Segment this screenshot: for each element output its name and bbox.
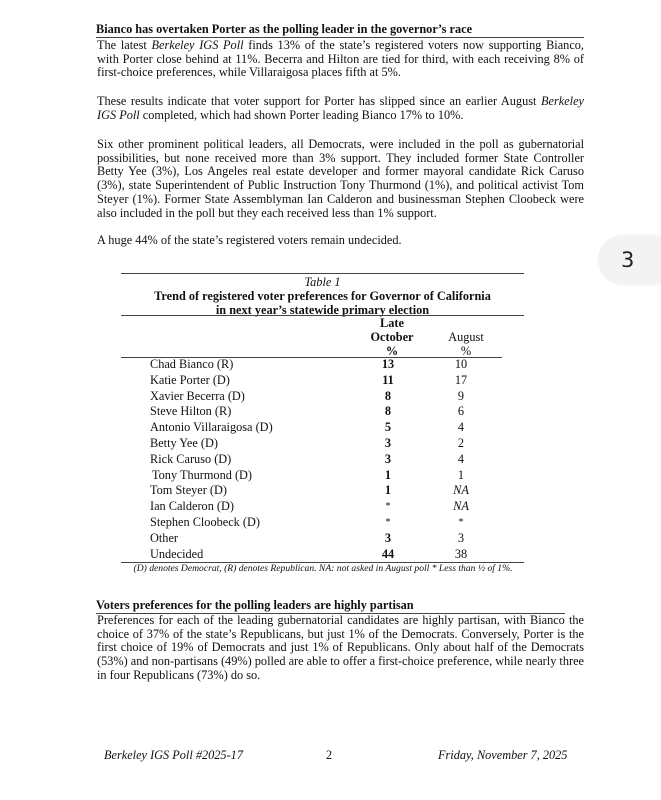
- table-row: [150, 515, 500, 531]
- candidate-name: Chad Bianco (R): [150, 357, 234, 371]
- october-value: 13: [381, 357, 395, 371]
- october-value: 3: [384, 451, 392, 466]
- column-header-august: [436, 330, 496, 358]
- page-indicator-number: 3: [621, 248, 635, 272]
- october-value: 3: [384, 436, 392, 450]
- august-value: 10: [454, 357, 468, 371]
- table-row: [150, 357, 500, 373]
- october-value: 11: [382, 372, 394, 387]
- footer-poll-id: Berkeley IGS Poll #2025-17: [104, 748, 243, 762]
- table-title-line2: in next year’s statewide primary election: [215, 303, 430, 317]
- table-top-rule: [121, 273, 524, 274]
- poll-name: Berkeley IGS Poll: [97, 94, 584, 122]
- text: finds 13% of the state’s registered voters now supporting Bianco, with Porter close behind at 11%. Becerra and Hilton are tied for third, with each receiving 8% of first-choice preferences, while Villaraigosa places fifth at 5%.: [97, 38, 584, 80]
- october-value: 5: [384, 420, 392, 435]
- candidate-name: Tom Steyer (D): [150, 483, 227, 498]
- october-value: *: [385, 501, 391, 513]
- header-line: August: [448, 330, 484, 344]
- column-header-late-october: [362, 316, 422, 358]
- candidate-name: Other: [150, 530, 178, 545]
- table-row: [150, 452, 500, 468]
- table-row: [150, 436, 500, 452]
- october-value: 44: [381, 546, 395, 561]
- august-value: 9: [457, 388, 465, 403]
- august-value: 4: [457, 420, 465, 435]
- october-value: 3: [384, 530, 392, 545]
- paragraph-undecided: A huge 44% of the state’s registered voters remain undecided.: [97, 233, 402, 247]
- table-row: [150, 420, 500, 436]
- heading-text: Voters preferences for the polling leaders are highly partisan: [96, 598, 414, 612]
- page-indicator-pill[interactable]: [598, 235, 661, 285]
- table-row: [150, 531, 500, 547]
- text: The latest: [97, 38, 152, 52]
- header-line: October: [370, 330, 414, 344]
- table-row: [150, 499, 500, 515]
- table-row: [150, 468, 500, 484]
- august-value: 4: [457, 451, 465, 466]
- august-value: 6: [457, 404, 465, 419]
- october-value: 1: [384, 483, 392, 498]
- august-value: NA: [453, 483, 469, 498]
- august-value: 1: [457, 467, 465, 482]
- october-value: *: [385, 517, 391, 528]
- table-title-line1: Trend of registered voter preferences for Governor of California: [154, 289, 491, 303]
- table-row: [150, 373, 500, 389]
- poll-name: Berkeley IGS Poll: [151, 38, 244, 52]
- table-footnote: (D) denotes Democrat, (R) denotes Republican. NA: not asked in August poll * Less than ½ of 1%.: [133, 563, 513, 574]
- august-value: NA: [453, 499, 469, 514]
- table-row: [150, 483, 500, 499]
- footer-date: Friday, November 7, 2025: [438, 748, 568, 762]
- august-value: *: [458, 517, 464, 528]
- table-title-rule: [121, 315, 524, 316]
- section-heading-partisan: [96, 598, 565, 614]
- header-line: Late: [380, 316, 404, 330]
- october-value: 8: [384, 388, 392, 403]
- section-heading-governor-race: [96, 22, 584, 38]
- heading-text: Bianco has overtaken Porter as the polling leader in the governor’s race: [96, 22, 473, 36]
- table-row: [150, 547, 500, 563]
- text: completed, which had shown Porter leading Bianco 17% to 10%.: [139, 107, 464, 122]
- text: These results indicate that voter support for Porter has slipped since an earlier August: [97, 94, 541, 108]
- candidate-name: Katie Porter (D): [150, 372, 230, 387]
- table-row: [150, 389, 500, 405]
- august-value: 17: [454, 372, 468, 387]
- candidate-name: Betty Yee (D): [150, 436, 218, 450]
- paragraph-porter-slipped: [97, 95, 584, 122]
- october-value: 1: [384, 467, 392, 482]
- table-caption: [121, 275, 524, 317]
- candidate-name: Stephen Cloobeck (D): [150, 515, 260, 529]
- paragraph-latest-poll: [97, 39, 584, 80]
- header-line: %: [385, 344, 399, 358]
- paragraph-partisan-preferences: Preferences for each of the leading gubernatorial candidates are highly partisan, with Bianco the choice of 37% of the state’s Republicans, but just 1% of the Democrats. Conversely, Porter is the first choice of 19% of Democrats and just 1% of Republicans. Only about half of the Democrats (53%) and non-partisans (49%) polled are able to offer a first-choice preference, while nearly three in four Republicans (73%) do so.: [97, 613, 584, 682]
- candidate-name: Antonio Villaraigosa (D): [150, 420, 273, 435]
- august-value: 2: [457, 436, 465, 450]
- candidate-name: Steve Hilton (R): [150, 404, 232, 419]
- candidate-name: Ian Calderon (D): [150, 499, 234, 514]
- candidate-name: Tony Thurmond (D): [152, 467, 253, 482]
- paragraph-other-democrats: Six other prominent political leaders, all Democrats, were included in the poll as gubernatorial possibilities, but none received more than 3% support. They included former State Controller Betty Yee (3%), Los Angeles real estate developer and former mayoral candidate Rick Caruso (3%), state Superintendent of Public Instruction Tony Thurmond (1%), and political activist Tom Steyer (1%). Former State Assemblyman Ian Calderon and businessman Stephen Cloobeck were also included in the poll but they each received less than 1% support.: [97, 137, 584, 220]
- candidate-name: Rick Caruso (D): [150, 451, 232, 466]
- august-value: 38: [454, 546, 468, 561]
- august-value: 3: [457, 530, 465, 545]
- candidate-name: Xavier Becerra (D): [150, 388, 245, 403]
- candidate-name: Undecided: [150, 546, 204, 561]
- table-row: [150, 404, 500, 420]
- october-value: 8: [384, 404, 392, 419]
- header-line: %: [460, 344, 472, 358]
- table-label: Table 1: [304, 275, 341, 289]
- footer-page-number: 2: [326, 748, 333, 762]
